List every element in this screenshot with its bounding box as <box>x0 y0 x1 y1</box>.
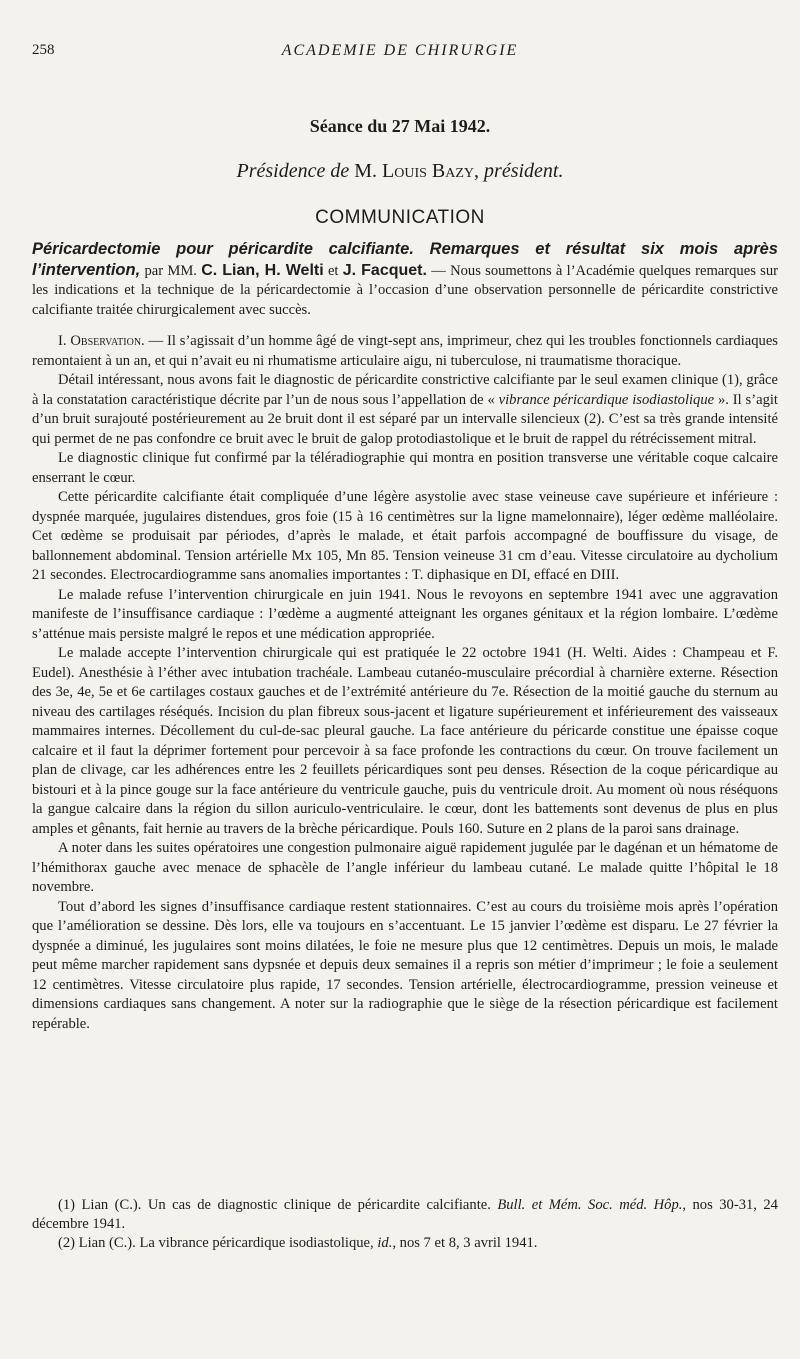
presidence-initial: M. <box>354 160 378 182</box>
communication-heading: COMMUNICATION <box>315 207 485 228</box>
article-authors: C. Lian, H. Welti <box>201 261 324 279</box>
observation-paragraph-1 <box>32 332 778 371</box>
observation-paragraph-6: Le malade accepte l’intervention chirurgicale qui est pratiquée le 22 octobre 1941 (H. Welti. Aides : Champeau et F. Eudel). Anesthésie à l’éther avec intubation trachéale. Lambeau cutanéo-musculaire précordial à charnière externe. Résection des 3e, 4e, 5e et 6e cartilages costaux gauches et de l’extrémité antérieure du 7e. Résection de la moitié gauche du sternum au niveau des cartilages réséqués. Incision du plan fibreux sous-jacent et ligature supérieurement et inférieurement des vaisseaux mammaires internes. Décollement du cul-de-sac pleural gauche. La face antérieure du péricarde constitue une épaisse coque calcaire et il faut la déprimer fortement pour percevoir à sa face profonde les contractions du cœur. On trouve facilement un plan de clivage, car les adhérences entre les 2 feuillets péricardiques sont peu denses. Résection de la coque péricardique au bistouri et à la pince gouge sur la face antérieure du ventricule gauche, puis du ventricule droit. Au moment où nous réséquons la gangue calcaire dans la région du sillon auriculo-ventriculaire. le cœur, dont les battements sont devenus de plus en plus amples et gênants, fait hernie au travers de la brèche péricardique. Pouls 160. Suture en 2 plans de la paroi sans drainage. <box>32 645 778 837</box>
footnote-1-ref: , nos 30-31, 24 décembre 1941. <box>32 1197 778 1232</box>
observation-label: I. Observation. <box>58 333 145 349</box>
footnote-2 <box>32 1234 778 1253</box>
observation-text-1: — Il s’agissait d’un homme âgé de vingt-sept ans, imprimeur, chez qui les troubles fonctionnels cardiaques remontaient à un an, et qui n’avait eu ni rhumatisme articulaire aigu, ni tuberculose, ni traumatisme thoracique. <box>32 333 778 369</box>
observation-paragraph-8: Tout d’abord les signes d’insuffisance cardiaque restent stationnaires. C’est au cours du troisième mois après l’opération que l’amélioration se dessine. Dès lors, elle va toujours en s’accentuant. Le 15 janvier l’œdème est disparu. Le 27 février la dyspnée a diminué, les jugulaires sont moins dilatées, le foie ne mesure plus que 12 centimètres. Depuis un mois, le malade peut même marcher rapidement sans dypsnée et depuis deux semaines il a repris son métier d’imprimeur ; le foie a seulement 12 centimètres. Vitesse circulatoire plus rapide, 17 secondes. Tension artérielle, électrocardiogramme, pression veineuse et dimensions cardiaques sans changement. A noter sur la radiographie que le siège de la résection péricardique est facilement repérable. <box>32 898 778 1032</box>
page-number: 258 <box>32 42 55 58</box>
article-body <box>32 240 778 1034</box>
footnote-1-journal: Bull. et Mém. Soc. méd. Hôp. <box>497 1197 683 1213</box>
session-heading: Séance du 27 Mai 1942. <box>309 116 491 136</box>
observation-text-2a: Détail intéressant, nous avons fait le diagnostic de péricardite constrictive calcifiante par le seul examen clinique (1), grâce à la constatation caractéristique décrite par l’un de nous sous l’appellation de « <box>32 372 778 408</box>
observation-text-2b: ». Il s’agit d’un bruit surajouté postérieurement au 2e bruit dont il est séparé par un intervalle silencieux (2). C’est sa très grande intensité qui permet de ne pas confondre ce bruit avec le bruit de galop protodiastolique et le bruit de rappel du rétrécissement mitral. <box>32 391 778 447</box>
presidence-prefix: Présidence de <box>236 160 350 182</box>
observation-paragraph-5: Le malade refuse l’intervention chirurgicale en juin 1941. Nous le revoyons en septembre 1941 avec une aggravation manifeste de l’insuffisance cardiaque : l’œdème a augmenté atteignant les organes génitaux et la région lombaire. L’œdème s’atténue mais persiste malgré le repos et une médication appropriée. <box>32 586 778 642</box>
footnote-1-text: (1) Lian (C.). Un cas de diagnostic clinique de péricardite calcifiante. <box>58 1197 491 1213</box>
footnote-2-ref: , nos 7 et 8, 3 avril 1941. <box>392 1235 538 1251</box>
page-header <box>32 42 768 66</box>
president-name: Louis Bazy <box>382 160 475 182</box>
footnote-1 <box>32 1196 778 1234</box>
article-author-last: J. Facquet. <box>342 261 427 279</box>
observation-paragraph-7: A noter dans les suites opératoires une congestion pulmonaire aiguë rapidement jugulée par le dagénan et un hématome de l’hémithorax gauche avec menace de sphacèle de l’angle inférieur du lambeau cutané. Le malade quitte l’hôpital le 18 novembre. <box>32 840 778 895</box>
footnote-2-text: (2) Lian (C.). La vibrance péricardique isodiastolique, <box>58 1235 374 1251</box>
footnotes <box>32 1196 778 1253</box>
article-intro: — Nous soumettons à l’Académie quelques remarques sur les indications et la technique de la péricardectomie à l’occasion d’une observation personnelle de péricardite constrictive calcifiante traitée chirurgicalement avec succès. <box>32 262 778 318</box>
observation-paragraph-2 <box>32 371 778 449</box>
article-title: Péricardectomie pour péricardite calcifiante. Remarques et résultat six mois après l’intervention, <box>32 240 778 279</box>
observation-paragraph-3: Le diagnostic clinique fut confirmé par la téléradiographie qui montra en position transverse une véritable coque calcaire enserrant le cœur. <box>32 450 778 486</box>
article-title-paragraph <box>32 240 778 320</box>
observation-paragraph-4: Cette péricardite calcifiante était compliquée d’une légère asystolie avec stase veineuse cave supérieure et inférieure : dyspnée marquée, jugulaires distendues, gros foie (15 à 16 centimètres sur la ligne mamelonnaire), léger œdème malléolaire. Cet œdème se produisait par périodes, d’après le malade, et était parfois accompagné de bouffissure du visage, de ballonnement abdominal. Tension artérielle Mx 105, Mn 85. Tension veineuse 31 cm d’eau. Vitesse circulatoire au dycholium 21 secondes. Electrocardiogramme sans anomalies importantes : T. diphasique en DI, effacé en DIII. <box>32 489 778 583</box>
observation-term: vibrance péricardique isodiastolique <box>498 391 715 408</box>
presidence-line: Présidence de M. Louis Bazy, président. <box>236 160 564 182</box>
footnote-2-id: id. <box>377 1235 393 1251</box>
article-et: et <box>327 262 339 279</box>
article-par: par MM. <box>144 262 197 279</box>
running-title: ACADEMIE DE CHIRURGIE <box>281 42 519 59</box>
presidence-suffix: président. <box>484 160 564 182</box>
